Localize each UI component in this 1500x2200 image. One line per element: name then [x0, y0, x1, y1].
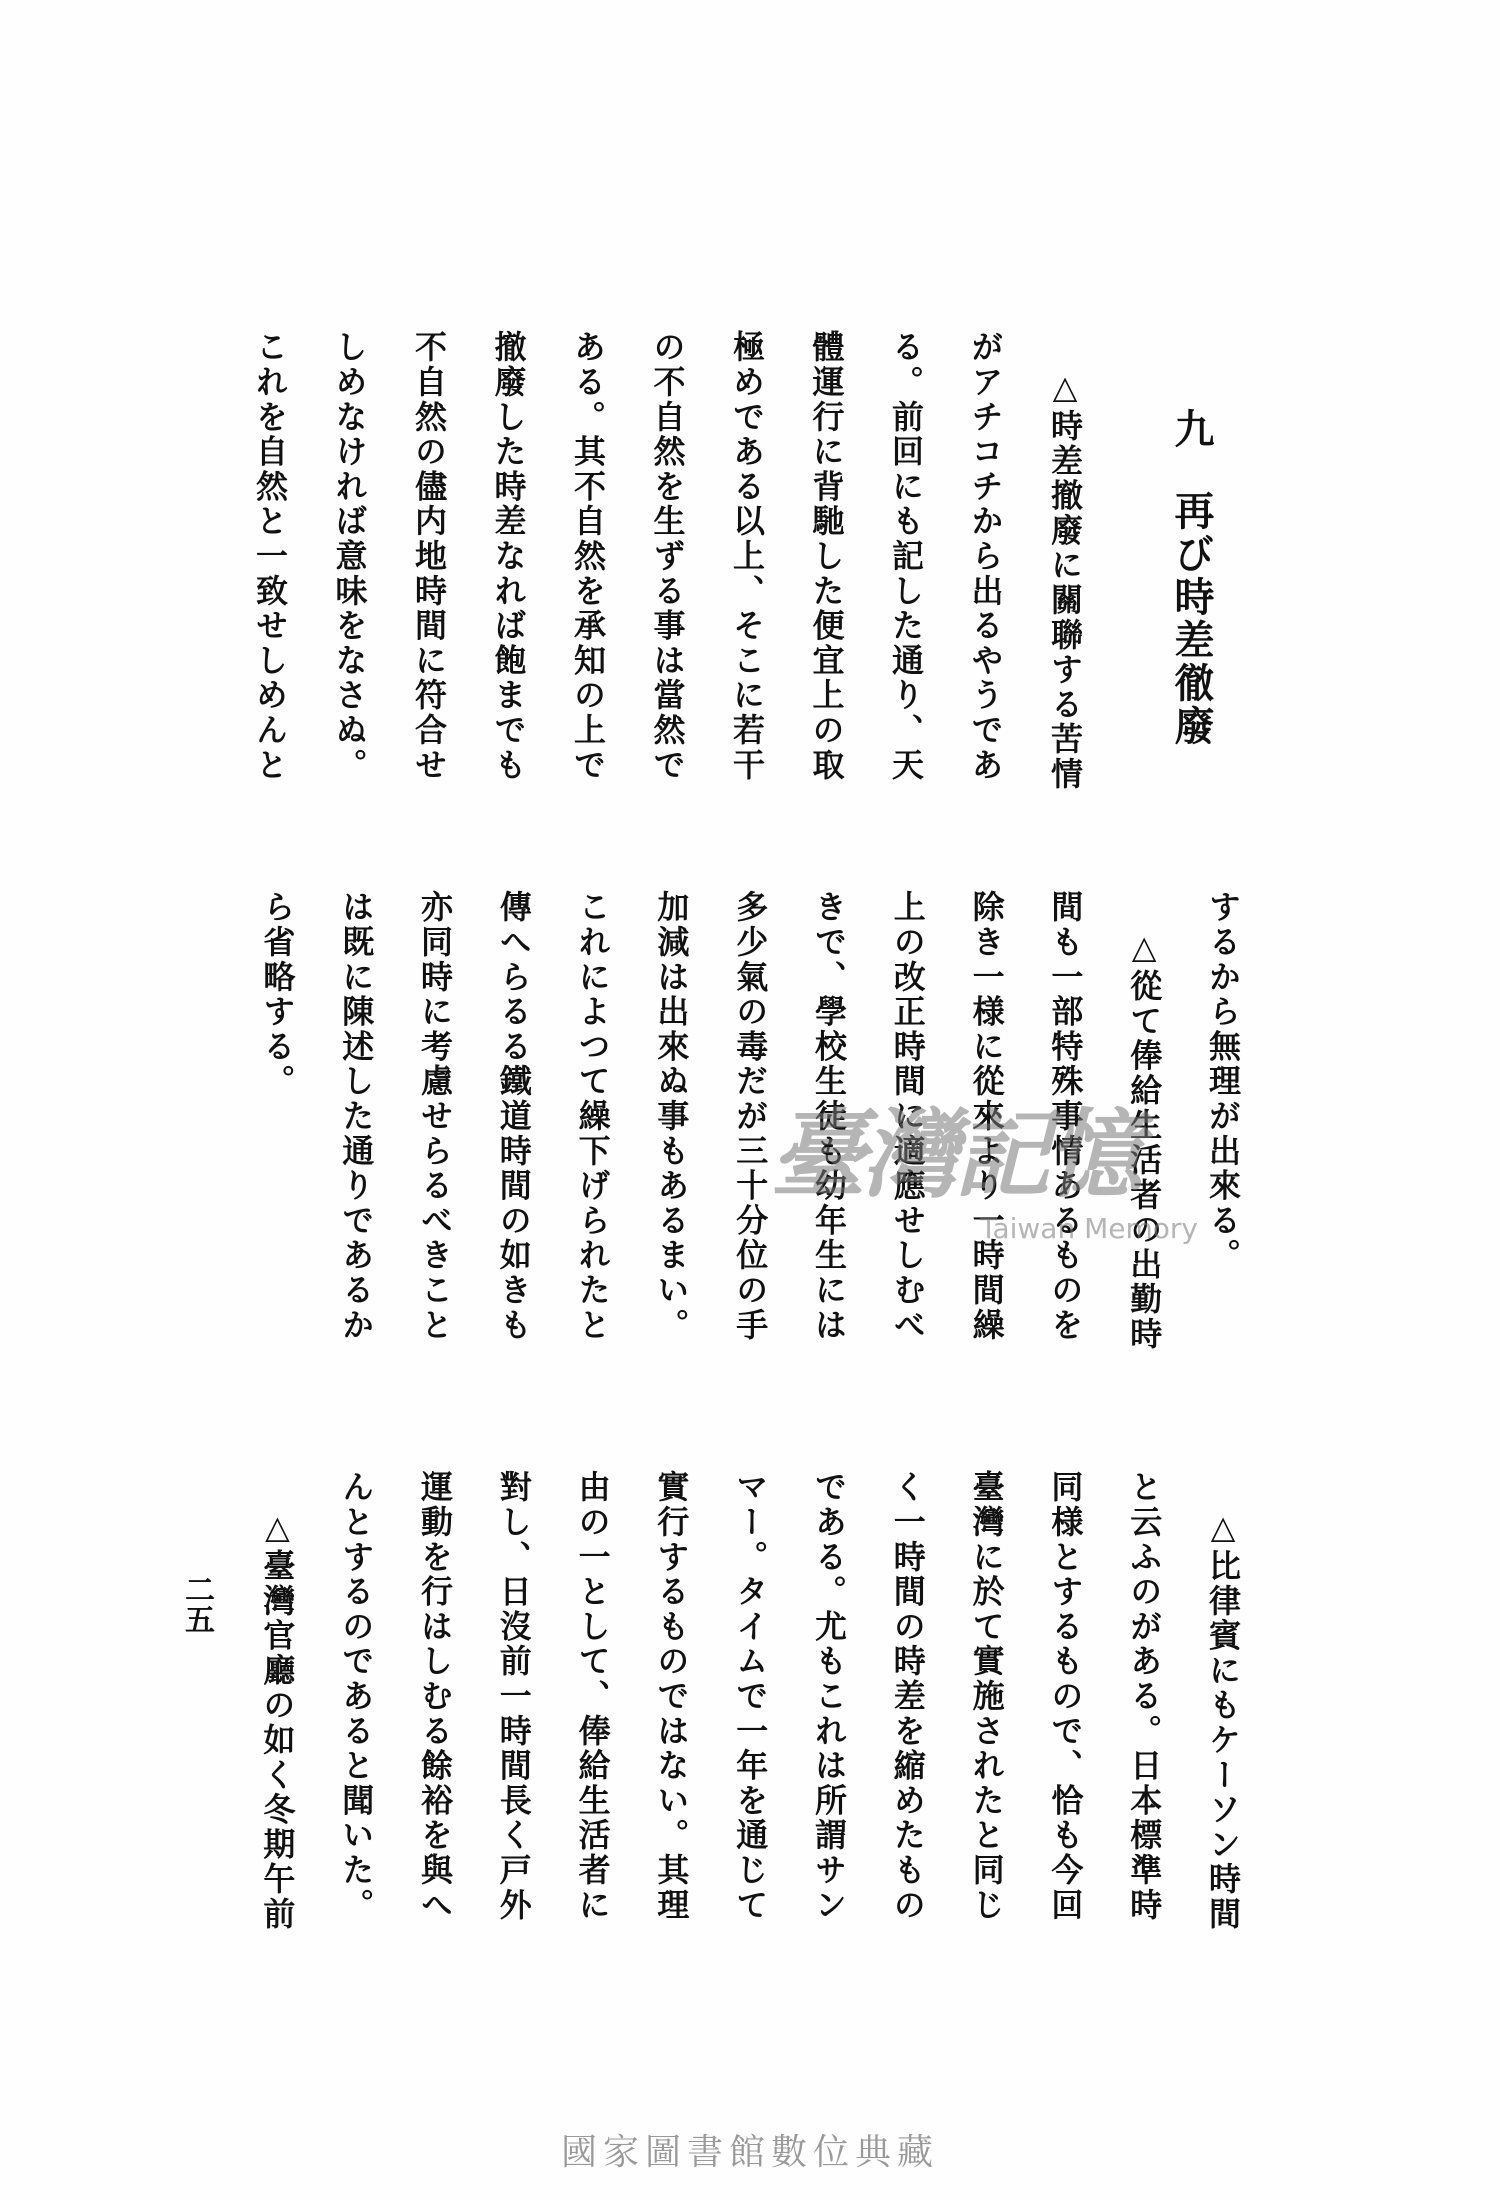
text-column: △臺灣官廳の如く冬期午前 [258, 1508, 297, 1932]
text-column: 撤廢した時差なれば飽までも [489, 330, 528, 783]
text-column: 加減は出來ぬ事もあるまい。 [652, 890, 691, 1343]
text-column: 不自然の儘内地時間に符合せ [410, 330, 448, 783]
text-column: するから無理が出來る。 [1204, 890, 1242, 1273]
text-column: 臺灣に於て實施されたと同じ [967, 1470, 1006, 1923]
text-column: んとするのであると聞いた。 [337, 1470, 376, 1923]
text-column: △時差撤廢に關聯する苦情 [1046, 368, 1084, 792]
section-heading: 再び時差徹廢 [1168, 490, 1214, 748]
watermark-main-text: 臺灣記憶 [770, 1099, 1138, 1211]
text-column: がアチコチから出るやうであ [966, 330, 1005, 783]
text-column: 對し、日沒前一時間長く戸外 [494, 1470, 533, 1923]
text-column: 由の一として、俸給生活者に [573, 1470, 612, 1923]
text-column: 運動を行はしむる餘裕を與へ [416, 1470, 454, 1923]
text-column: 間も一部特殊事情あるものを [1046, 890, 1085, 1343]
page-number: 二五 [179, 1574, 214, 1634]
text-column: 除き一様に從來より一時間繰 [967, 890, 1006, 1343]
text-column: △比律賓にもケーソン時間 [1204, 1508, 1242, 1932]
text-column: しめなければ意味をなさぬ。 [330, 330, 369, 783]
text-column: 傳へらるる鐵道時間の如きも [494, 890, 533, 1343]
text-column: 實行するものではない。其理 [652, 1470, 691, 1923]
text-column: 極めである以上、そこに若干 [728, 330, 766, 783]
text-column: る。前回にも記した通り、天 [887, 330, 925, 783]
watermark-sub-text: Taiwan Memory [980, 1212, 1198, 1245]
footer-credit: 國家圖書館數位典藏 [560, 2132, 939, 2173]
text-column: ら省略する。 [258, 890, 297, 1099]
text-column: これによつて繰下げられたと [573, 890, 612, 1343]
text-column: である。尤もこれは所謂サン [810, 1470, 848, 1923]
section-number: 九 [1168, 408, 1214, 451]
text-column: マー。タイムで一年を通じて [731, 1470, 770, 1923]
text-column: きで、學校生徒も幼年生には [810, 890, 848, 1343]
text-column: 亦同時に考慮せらるべきこと [416, 890, 454, 1343]
text-column: 體運行に背馳した便宜上の取 [807, 330, 846, 783]
text-column: の不自然を生ずる事は當然で [648, 330, 687, 783]
text-column: く一時間の時差を縮めたもの [888, 1470, 927, 1923]
text-column: 同様とするもので、恰も今回 [1046, 1470, 1085, 1923]
text-column: 多少氣の毒だが三十分位の手 [731, 890, 770, 1343]
text-column: ある。其不自然を承知の上で [569, 330, 607, 783]
text-column: は既に陳述した通りであるか [337, 890, 376, 1343]
text-column: と云ふのがある。日本標準時 [1125, 1470, 1164, 1923]
text-column: これを自然と一致せしめんと [251, 330, 289, 783]
text-column: 上の改正時間に適應せしむべ [888, 890, 927, 1343]
text-column: △從て俸給生活者の出勤時 [1125, 928, 1164, 1352]
